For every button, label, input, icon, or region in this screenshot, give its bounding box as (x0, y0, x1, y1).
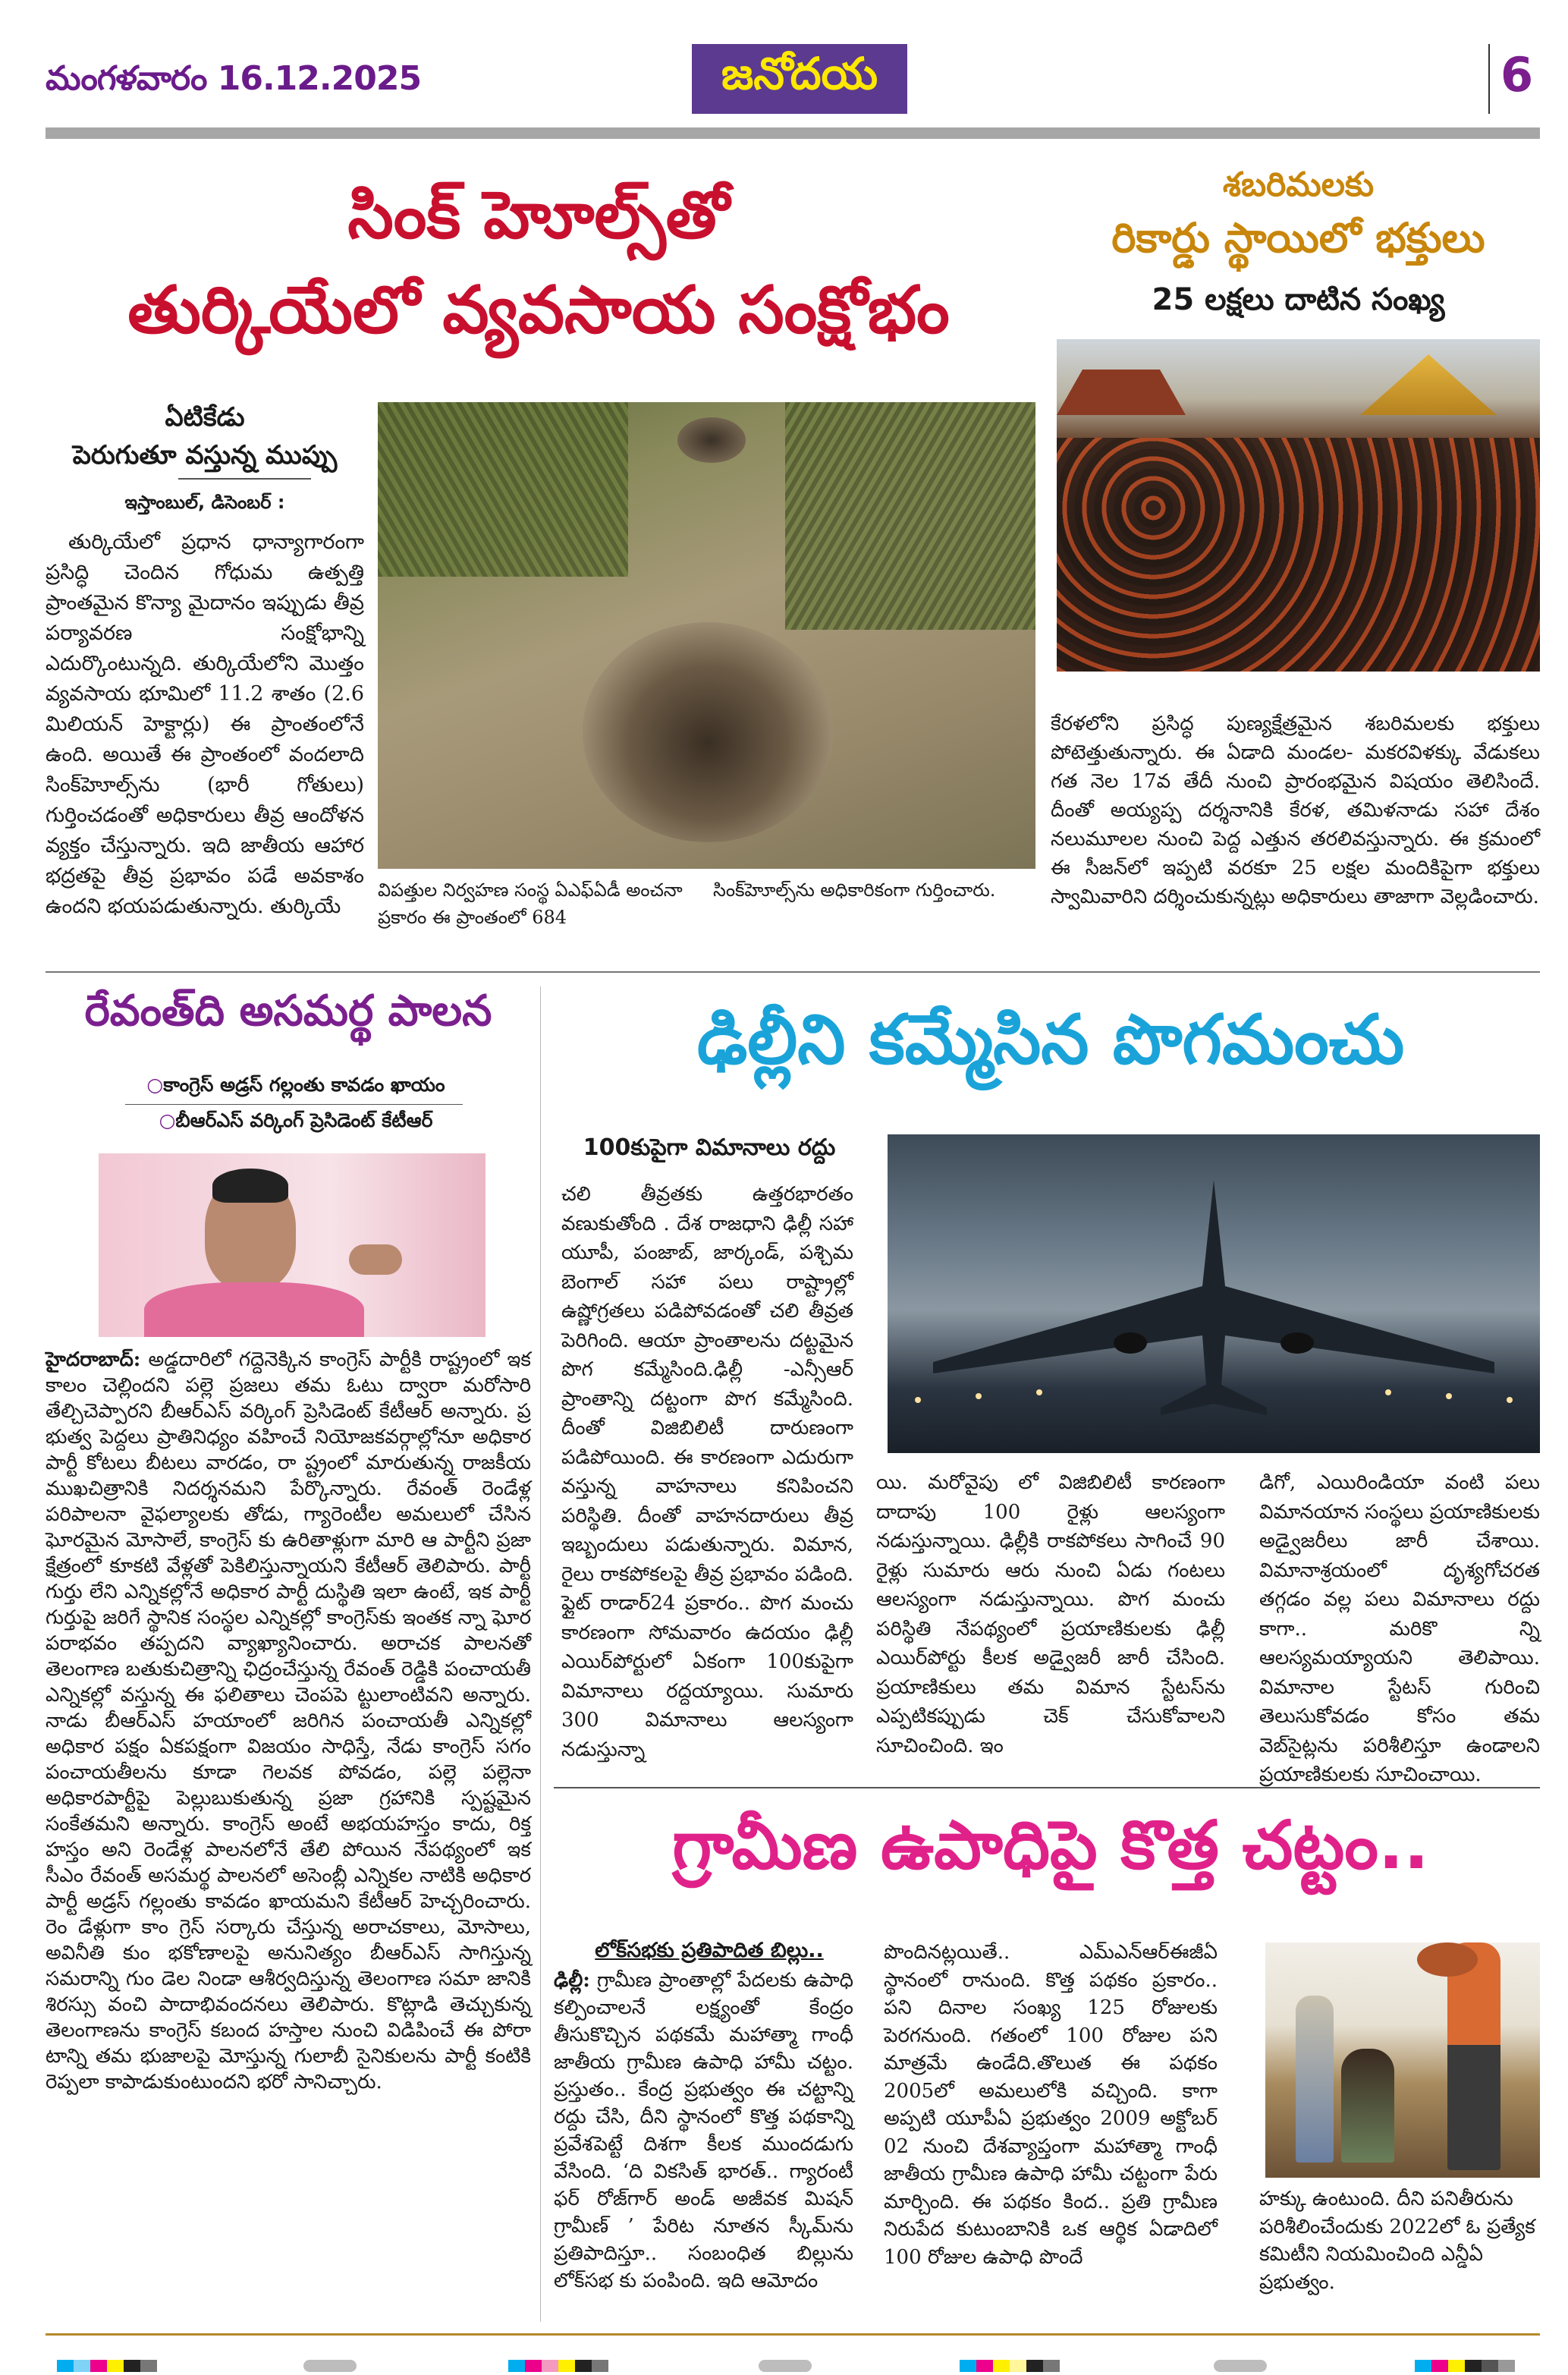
rural-col3: హక్కు ఉంటుంది. దీని పనితీరును పరిశీలించేందుకు 2022లో ఓ ప్రత్యేక కమిటీని నియమించింది ఎన్డీఏ ప్రభుత్వం. (1259, 2188, 1535, 2294)
color-registration-marks (57, 2360, 157, 2372)
page-number: 6 (1500, 47, 1534, 102)
sabarimala-headline: రికార్డు స్థాయిలో భక్తులు (1111, 214, 1485, 262)
section-divider (554, 1787, 1540, 1788)
delhi-subhead: 100కుపైగా విమానాలు రద్దు (583, 1134, 836, 1161)
logo-text: జనోదయ (721, 47, 878, 99)
ktr-dateline: హైదరాబాద్: (46, 1348, 141, 1371)
registration-pill (1214, 2360, 1267, 2372)
sabarimala-crowd-photo (1057, 339, 1540, 672)
page-number-divider (1488, 44, 1490, 114)
ktr-headline: రేవంత్‌ది అసమర్థ పాలన (84, 986, 492, 1036)
sinkhole-headline-line1: సింక్ హెూల్స్‌తో (347, 178, 730, 253)
rural-col1-text: గ్రామీణ ప్రాంతాల్లో పేదలకు ఉపాధి కల్పించాలనే లక్ష్యంతో కేంద్రం తీసుకొచ్చిన పథకమే మహాత్మా గాంధీ జాతీయ గ్రామీణ ఉపాధి హామీ చట్టం. ప్రస్తుతం.. కేంద్ర ప్రభుత్వం ఈ చట్టాన్ని రద్దు చేసి, దీని స్థానంలో కొత్త పథకాన్ని ప్రవేశపెట్టే దిశగా కీలక ముందడుగు వేసింది. ‘ది వికసిత్ భారత్.. గ్యారంటీ ఫర్ రోజ్‌గార్ అండ్ అజీవక మిషన్ గ్రామీణ్ ’ పేరిట నూతన స్కీమ్‌ను ప్రతిపాదిస్తూ.. సంబంధిత బిల్లును లోక్‌సభ కు పంపింది. ఇది ఆమోదం (554, 1969, 854, 2292)
bullet-circle-icon: ○ (146, 1074, 164, 1096)
ktr-bullet-1 (99, 1074, 493, 1101)
sinkhole-caption-col2: సింక్‌హెూల్స్‌ను అధికారికంగా గుర్తించారు. (713, 879, 996, 901)
sinkhole-body: తుర్కియేలో ప్రధాన ధాన్యాగారంగా ప్రసిద్ధి చెందిన గోధుమ ఉత్పత్తి ప్రాంతమైన కొన్యా మైదానం ఇప్పుడు తీవ్ర పర్యావరణ సంక్షోభాన్ని ఎదుర్కొంటున్నది. తుర్కియేలోని మొత్తం వ్యవసాయ భూమిలో 11.2 శాతం (2.6 మిలియన్ హెక్టార్లు) ఈ ప్రాంతంలోనే ఉంది. అయితే ఈ ప్రాంతంలో వందలాది సింక్‌హెూల్స్‌ను (భారీ గోతులు) గుర్తించడంతో అధికారులు తీవ్ర ఆందోళన వ్యక్తం చేస్తున్నారు. ఇది జాతీయ ఆహార భద్రతపై తీవ్ర ప్రభావం పడే అవకాశం ఉందని భయపడుతున్నారు. తుర్కియే (46, 530, 364, 918)
sinkhole-headline-line2: తుర్కియేలో వ్యవసాయ సంక్షోభం (127, 272, 950, 348)
issue-date: మంగళవారం 16.12.2025 (46, 59, 422, 98)
newspaper-logo (692, 44, 907, 114)
bullet-rule (125, 1104, 463, 1105)
registration-pill (759, 2360, 812, 2372)
sinkhole-dateline: ఇస్తాంబుల్, డిసెంబర్ : (124, 492, 285, 513)
rural-subhead: లోక్‌సభకు ప్రతిపాదిత బిల్లు.. (595, 1939, 824, 1962)
delhi-headline: ఢిల్లీని కమ్మేసిన పొగమంచు (696, 1000, 1405, 1080)
rural-col1 (554, 1967, 853, 2295)
footer-rule (46, 2333, 1540, 2336)
rural-workers-photo (1265, 1942, 1540, 2178)
section-divider (46, 971, 1540, 973)
delhi-col2: యి. మరోవైపు లో విజిబిలిటీ కారణంగా దాదాపు 100 రైళ్లు ఆలస్యంగా నడుస్తున్నాయి. ఢిల్లీకి రాకపోకలు సాగించే 90 రైళ్లు సుమారు ఆరు నుంచి ఏడు గంటలు ఆలస్యంగా నడుస్తున్నాయి. పొగ మంచు పరిస్థితి నేపథ్యంలో ప్రయాణికులకు ఢిల్లీ ఎయిర్‌పోర్టు కీలక అడ్వైజరీ జారీ చేసింది. ప్రయాణికులు తమ విమాన స్టేటస్‌ను ఎప్పటికప్పుడు చెక్ చేసుకోవాలని సూచించింది. ఇం (876, 1471, 1225, 1757)
sinkhole-photo (378, 402, 1035, 869)
rural-col2: పొందినట్లయితే.. ఎమ్ఎన్ఆర్ఈజీఏ స్థానంలో రానుంది. కొత్త పథకం ప్రకారం.. పని దినాల సంఖ్య 125 రోజులకు పెరగనుంది. గతంలో 100 రోజుల పని మాత్రమే ఉండేది.తొలుత ఈ పథకం 2005లో అమలులోకి వచ్చింది. కాగా అప్పటి యూపీఏ ప్రభుత్వం 2009 అక్టోబర్ 02 నుంచి దేశవ్యాప్తంగా మహాత్మా గాంధీ జాతీయ గ్రామీణ ఉపాధి హామీ చట్టంగా పేరు మార్చింది. ఈ పథకం కింద.. ప్రతి గ్రామీణ నిరుపేద కుటుంబానికి ఒక ఆర్థిక ఏడాదిలో 100 రోజుల ఉపాధి పొందే (884, 1941, 1218, 2269)
sinkhole-subhead-line1: ఏటికేడు (165, 402, 245, 433)
ktr-bullet-1-text: కాంగ్రెస్ అడ్రస్ గల్లంతు కావడం ఖాయం (163, 1074, 445, 1096)
sinkhole-caption-col1: విపత్తుల నిర్వహణ సంస్థ ఏఎఫ్‌ఏడీ అంచనా ప్రకారం ఈ ప్రాంతంలో 684 (378, 879, 683, 928)
sinkhole-subhead-line2: పెరుగుతూ వస్తున్న ముప్పు (72, 440, 338, 470)
color-registration-marks (508, 2360, 608, 2372)
column-divider (540, 986, 541, 2322)
sabarimala-subhead: 25 లక్షలు దాటిన సంఖ్య (1152, 282, 1445, 317)
airplane-fog-photo (888, 1134, 1540, 1453)
sabarimala-kicker: శబరిమలకు (1222, 165, 1375, 204)
subhead-rule (178, 478, 311, 480)
color-registration-marks (960, 2360, 1060, 2372)
rural-dateline: ఢిల్లీ: (554, 1969, 590, 1992)
ktr-body-text: అడ్డదారిలో గద్దెనెక్కిన కాంగ్రెస్ పార్టీకి రాష్ట్రంలో ఇక కాలం చెల్లిందని పల్లె ప్రజలు తమ ఓటు ద్వారా మరోసారి తేల్చిచెప్పారని బీఆర్ఎస్ వర్కింగ్ ప్రెసిడెంట్ కేటీఆర్ అన్నారు. ప్ర భుత్వ పెద్దలు ప్రాతినిధ్యం వహించే నియోజకవర్గాల్లోనూ అధికార పార్టీ కోటలు బీటలు వారడం, రా ష్ట్రంలో మారుతున్న రాజకీయ ముఖచిత్రానికి నిదర్శనమని పేర్కొన్నారు. రేవంత్ రెండేళ్ల పరిపాలనా వైఫల్యాలకు తోడు, గ్యారెంటీల అమలులో చేసిన ఘోరమైన మోసాలే, కాంగ్రెస్ కు ఉరితాళ్లుగా మారి ఆ పార్టీని ప్రజా క్షేత్రంలో కూకటి వేళ్లతో పెకిలిస్తున్నాయని కేటీఆర్ తెలిపారు. పార్టీ గుర్తు లేని ఎన్నికల్లోనే అధికార పార్టీ దుస్థితి ఇలా ఉంటే, ఇక పార్టీ గుర్తుపై జరిగే స్థానిక సంస్థల ఎన్నికల్లో కాంగ్రెస్‌కు ఇంతక న్నా ఘోర పరాభవం తప్పదని వ్యాఖ్యానించారు. అరాచక పాలనతో తెలంగాణ బతుకుచిత్రాన్ని ఛిద్రంచేస్తున్న రేవంత్ రెడ్డికి పంచాయతీ ఎన్నికల్లో వస్తున్న ఈ ఫలితాలు చెంపపె ట్టులాంటివని అన్నారు. నాడు బీఆర్ఎస్ హయాంలో జరిగిన పంచాయతీ ఎన్నికల్లో అధికార పక్షం ఏకపక్షంగా విజయం సాధిస్తే, నేడు కాంగ్రెస్ సగం పంచాయతీలను కూడా గెలవక పోవడం, పల్లె పల్లెనా అధికారపార్టీపై పెల్లుబుకుతున్న ప్రజా గ్రహానికి స్పష్టమైన సంకేతమని అన్నారు. కాంగ్రెస్ అంటే అభయహస్తం కాదు, రిక్త హస్తం అని రెండేళ్ల పాలనలోనే తేలి పోయిన నేపథ్యంలో ఇక సీఎం రేవంత్ అసమర్థ పాలనలో అసెంబ్లీ ఎన్నికల నాటికి అధికార పార్టీ అడ్రస్ గల్లంతు కావడం ఖాయమని కేటీఆర్ హెచ్చరించారు. రెం డేళ్లుగా కాం గ్రెస్ సర్కారు చేస్తున్న అరాచకాలు, మోసాలు, అవినీతి కుం భకోణాలపై అనునిత్యం బీఆర్ఎస్ సాగిస్తున్న సమరాన్ని గుం డెల నిండా ఆశీర్వదిస్తున్న తెలంగాణ సమా జానికి శిరస్సు వంచి పాదాభివందనలు తెలిపారు. కొట్లాడి తెచ్చుకున్న తెలంగాణను కాంగ్రెస్ కబంద హస్తాల నుంచి విడిపించే ఈ పోరా టాన్ని తమ భుజాలపై మోస్తున్న గులాబీ సైనికులను పార్టీ కంటికి రెప్పలా కాపాడుకుంటుందని భరో సానిచ్చారు. (46, 1348, 532, 2093)
header-rule (46, 127, 1540, 139)
delhi-col3: డిగో, ఎయిరిండియా వంటి పలు విమానయాన సంస్థలు ప్రయాణికులకు అడ్వైజరీలు జారీ చేశాయి. విమానాశ్రయంలో దృశ్యగోచరత తగ్గడం వల్ల పలు విమానాలు రద్దు కాగా.. మరికొ న్ని ఆలస్యమయ్యాయని తెలిపాయి. విమానాల స్టేటస్ గురించి తెలుసుకోవడం కోసం తమ వెబ్‌సైట్లను పరిశీలిస్తూ ఉండాలని ప్రయాణికులకు సూచించాయి. (1259, 1471, 1540, 1786)
ktr-bullet-2-text: బీఆర్ఎస్ వర్కింగ్ ప్రెసిడెంట్ కేటీఆర్ (175, 1109, 433, 1131)
color-registration-marks (1415, 2360, 1515, 2372)
ktr-photo (99, 1153, 485, 1337)
ktr-body (46, 1347, 531, 2095)
ktr-bullet-2 (99, 1109, 493, 1137)
registration-pill (303, 2360, 357, 2372)
sabarimala-body: కేరళలోని ప్రసిద్ధ పుణ్యక్షేత్రమైన శబరిమలకు భక్తులు పోటెత్తుతున్నారు. ఈ ఏడాది మండల- మకరవిళక్కు వేడుకలు గత నెల 17వ తేదీ నుంచి ప్రారంభమైన విషయం తెలిసిందే. దీంతో అయ్యప్ప దర్శనానికి కేరళ, తమిళనాడు సహా దేశం నలుమూలల నుంచి పెద్ద ఎత్తున తరలివస్తున్నారు. ఈ క్రమంలో ఈ సీజన్‌లో ఇప్పటి వరకూ 25 లక్షల మందికిపైగా భక్తులు స్వామివారిని దర్శించుకున్నట్లు అధికారులు తాజాగా వెల్లడించారు. (1051, 712, 1540, 908)
delhi-col1: చలి తీవ్రతకు ఉత్తరభారతం వణుకుతోంది . దేశ రాజధాని ఢిల్లీ సహా యూపీ, పంజాబ్, జార్కండ్, పశ్చిమ బెంగాల్ సహా పలు రాష్ట్రాల్లో ఉష్ణోగ్రతలు పడిపోవడంతో చలి తీవ్రత పెరిగింది. ఆయా ప్రాంతాలను దట్టమైన పొగ కమ్మేసింది.ఢిల్లీ -ఎన్సీఆర్ ప్రాంతాన్ని దట్టంగా పొగ కమ్మేసింది. దీంతో విజిబిలిటీ దారుణంగా పడిపోయింది. ఈ కారణంగా ఎదురుగా వస్తున్న వాహనాలు కనిపించని పరిస్థితి. దీంతో వాహనదారులు తీవ్ర ఇబ్బందులు పడుతున్నారు. విమాన, రైలు రాకపోకలపై తీవ్ర ప్రభావం పడింది. ఫ్లైట్ రాడార్24 ప్రకారం.. పొగ మంచు కారణంగా సోమవారం ఉదయం ఢిల్లీ ఎయిర్‌పోర్టులో ఏకంగా 100కుపైగా విమానాలు రద్దయ్యాయి. సుమారు 300 విమానాలు ఆలస్యంగా నడుస్తున్నా (561, 1183, 853, 1761)
bullet-circle-icon: ○ (159, 1109, 176, 1131)
rural-headline: గ్రామీణ ఉపాధిపై కొత్త చట్టం.. (672, 1806, 1429, 1884)
airplane-icon (888, 1134, 1540, 1453)
